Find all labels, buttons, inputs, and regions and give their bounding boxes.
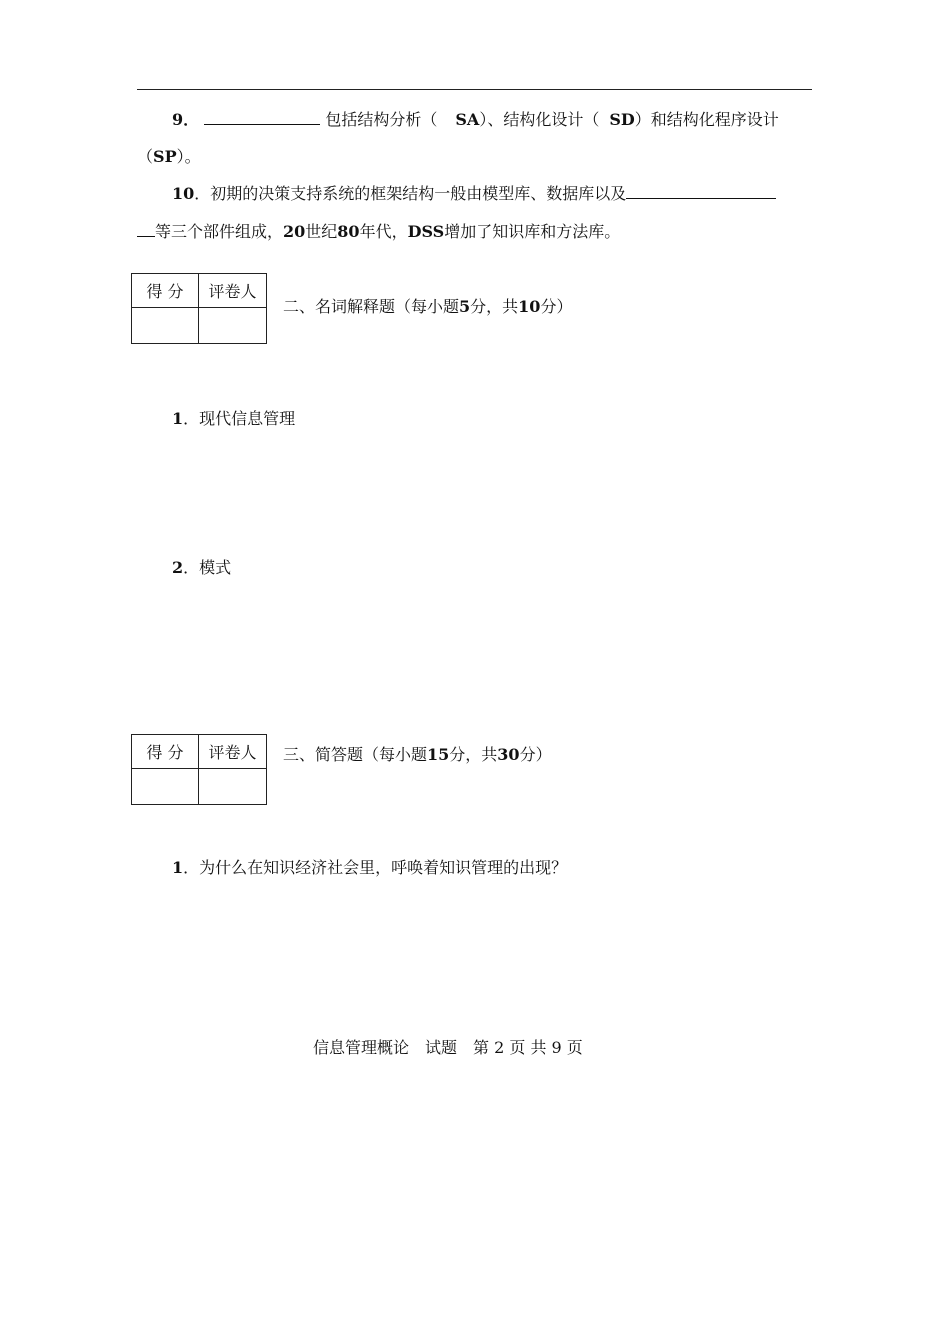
question-10-blank-cont[interactable]	[137, 222, 155, 237]
question-10-number: 10	[172, 184, 195, 203]
score-box-section2	[131, 273, 267, 344]
header-rule	[137, 89, 812, 90]
dss-abbrev: DSS	[407, 222, 445, 241]
question-10-cont: 等三个部件组成，20世纪80年代，DSS增加了知识库和方法库。	[137, 222, 620, 242]
question-10: 10．初期的决策支持系统的框架结构一般由模型库、数据库以及	[172, 184, 776, 204]
sa-abbrev: SA	[455, 110, 480, 129]
score-label: 得 分	[132, 274, 199, 308]
sp-abbrev: SP	[153, 147, 177, 166]
page-footer: 信息管理概论 试题 第 2 页 共 9 页	[313, 1038, 583, 1057]
section2-item-1: 1．现代信息管理	[172, 409, 296, 428]
question-9-number: 9．	[172, 110, 200, 129]
section3-item-1: 1．为什么在知识经济社会里，呼唤着知识管理的出现？	[172, 858, 568, 877]
grader-cell[interactable]	[199, 769, 267, 805]
question-9-cont: （SP）。	[137, 147, 201, 166]
grader-label: 评卷人	[199, 735, 267, 769]
score-label: 得 分	[132, 735, 199, 769]
grader-cell[interactable]	[199, 308, 267, 344]
question-9-blank[interactable]	[204, 110, 320, 125]
section3-heading: 三、简答题（每小题15分，共30分）	[283, 745, 552, 764]
score-cell[interactable]	[132, 308, 199, 344]
grader-label: 评卷人	[199, 274, 267, 308]
score-box-section3	[131, 734, 267, 805]
sd-abbrev: SD	[609, 110, 635, 129]
section2-item-2: 2．模式	[172, 558, 232, 577]
section2-heading: 二、名词解释题（每小题5分，共10分）	[283, 297, 573, 316]
question-10-blank[interactable]	[626, 184, 776, 199]
question-9: 9． 包括结构分析（ SA）、结构化设计（ SD）和结构化程序设计	[172, 110, 779, 129]
score-cell[interactable]	[132, 769, 199, 805]
